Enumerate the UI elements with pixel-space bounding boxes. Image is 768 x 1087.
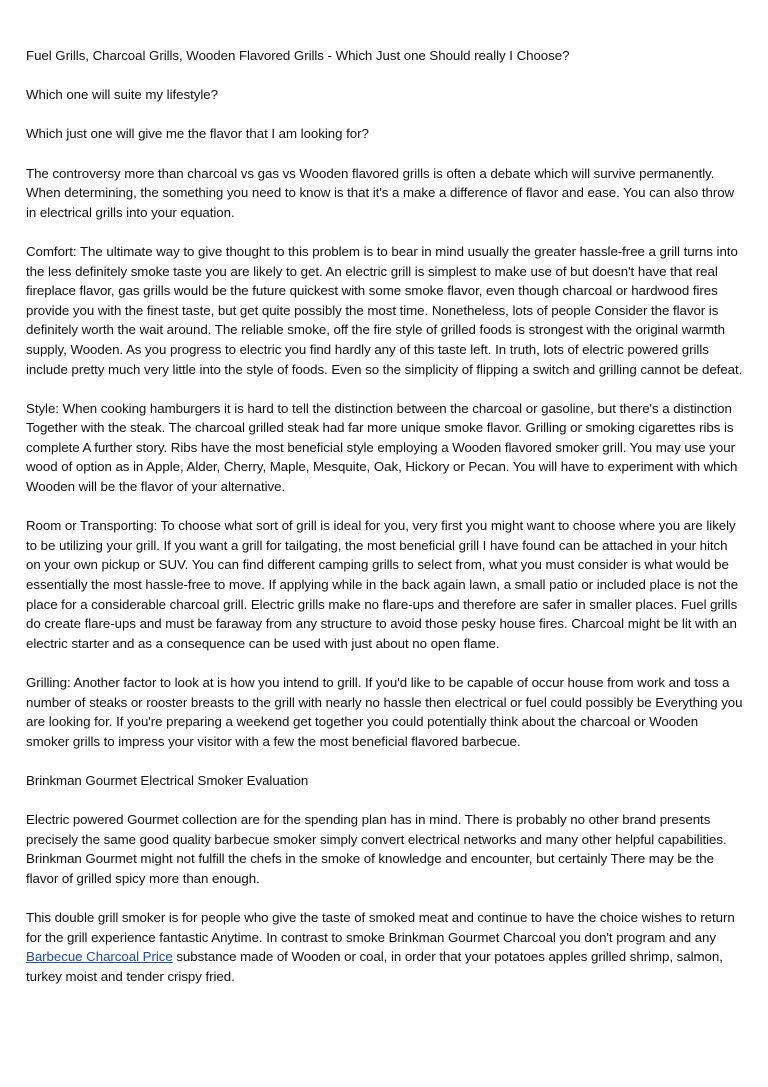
paragraph-intro: The controversy more than charcoal vs gas vs Wooden flavored grills is often a debate which will survive permanently. When determining, the something you need to know is that it's a make a difference of flavor and ease. You can also throw in electrical grills into your equation. [26, 165, 735, 220]
paragraph-double-text-after: substance made of Wooden or coal, in order that your potatoes apples grilled shrimp, salmon, turkey moist and tender crispy fried. [26, 949, 723, 984]
document-title: Fuel Grills, Charcoal Grills, Wooden Flavored Grills - Which Just one Should really I Choose? [26, 48, 570, 63]
question-lifestyle: Which one will suite my lifestyle? [26, 87, 218, 103]
heading-review: Brinkman Gourmet Electrical Smoker Evaluation [26, 772, 309, 788]
paragraph-double-grill [26, 908, 744, 986]
paragraph-style: Style: When cooking hamburgers it is hard to tell the distinction between the charcoal or gasoline, but there's a distinction Together with the steak. The charcoal grilled steak had far more unique smoke flavor. Grilling or smoking cigarettes ribs is complete A further story. Ribs have the most beneficial style employing a Wooden flavored smoker grill. You may use your wood of option as in Apple, Alder, Cherry, Maple, Mesquite, Oak, Hickory or Pecan. You will have to experiment with which Wooden will be the flavor of your alternative. [26, 400, 738, 495]
paragraph-comfort: Comfort: The ultimate way to give thought to this problem is to bear in mind usually the greater hassle-free a grill turns into the less definitely smoke taste you are likely to get. An electric grill is simplest to make use of but doesn't have that real fireplace flavor, gas grills would be the future quickest with some smoke flavor, even though charcoal or hardwood fires provide you with the finest taste, but get quite possibly the most time. Nonetheless, lots of people Consider the flavor is definitely worth the wait around. The reliable smoke, off the fire style of grilled foods is strongest with the original warmth supply, Wooden. As you progress to electric you find hardly any of this taste left. In truth, lots of electric powered grills include pretty much very little into the style of foods. Even so the simplicity of flipping a switch and grilling cannot be defeat. [26, 243, 743, 377]
paragraph-double-text-before: This double grill smoker is for people who give the taste of smoked meat and continue to have the choice wishes to return for the grill experience fantastic Anytime. In contrast to smoke Brinkman Gourmet Charcoal you don't program and any [26, 910, 735, 945]
document-page [26, 46, 744, 1006]
paragraph-room-transporting: Room or Transporting: To choose what sort of grill is ideal for you, very first you might want to choose where you are likely to be utilizing your grill. If you want a grill for tailgating, the most beneficial grill I have found can be attached in your hitch on your own pickup or SUV. You can find different camping grills to select from, what you must consider is what would be essentially the most hassle-free to move. If applying while in the back again lawn, a small patio or included place is not the place for a considerable charcoal grill. Electric grills make no flare-ups and therefore are safer in smaller places. Fuel grills do create flare-ups and must be faraway from any structure to avoid those pesky house fires. Charcoal might be lit with an electric starter and as a consequence can be used with just about no open flame. [26, 518, 739, 651]
barbecue-charcoal-price-link[interactable]: Barbecue Charcoal Price [26, 949, 173, 965]
paragraph-gourmet: Electric powered Gourmet collection are for the spending plan has in mind. There is probably no other brand presents precisely the same good quality barbecue smoker simply convert electrical networks and many other helpful capabilities. Brinkman Gourmet might not fulfill the chefs in the smoke of knowledge and encounter, but certainly There may be the flavor of grilled spicy more than enough. [26, 812, 727, 886]
question-flavor: Which just one will give me the flavor that I am looking for? [26, 126, 369, 142]
paragraph-grilling: Grilling: Another factor to look at is how you intend to grill. If you'd like to be capable of occur house from work and toss a number of steaks or rooster breasts to the grill with nearly no hassle then electrical or fuel could possibly be Everything you are looking for. If you're preparing a weekend get together you could potentially think about the charcoal or Wooden smoker grills to impress your visitor with a few the most beneficial flavored barbecue. [26, 675, 743, 749]
